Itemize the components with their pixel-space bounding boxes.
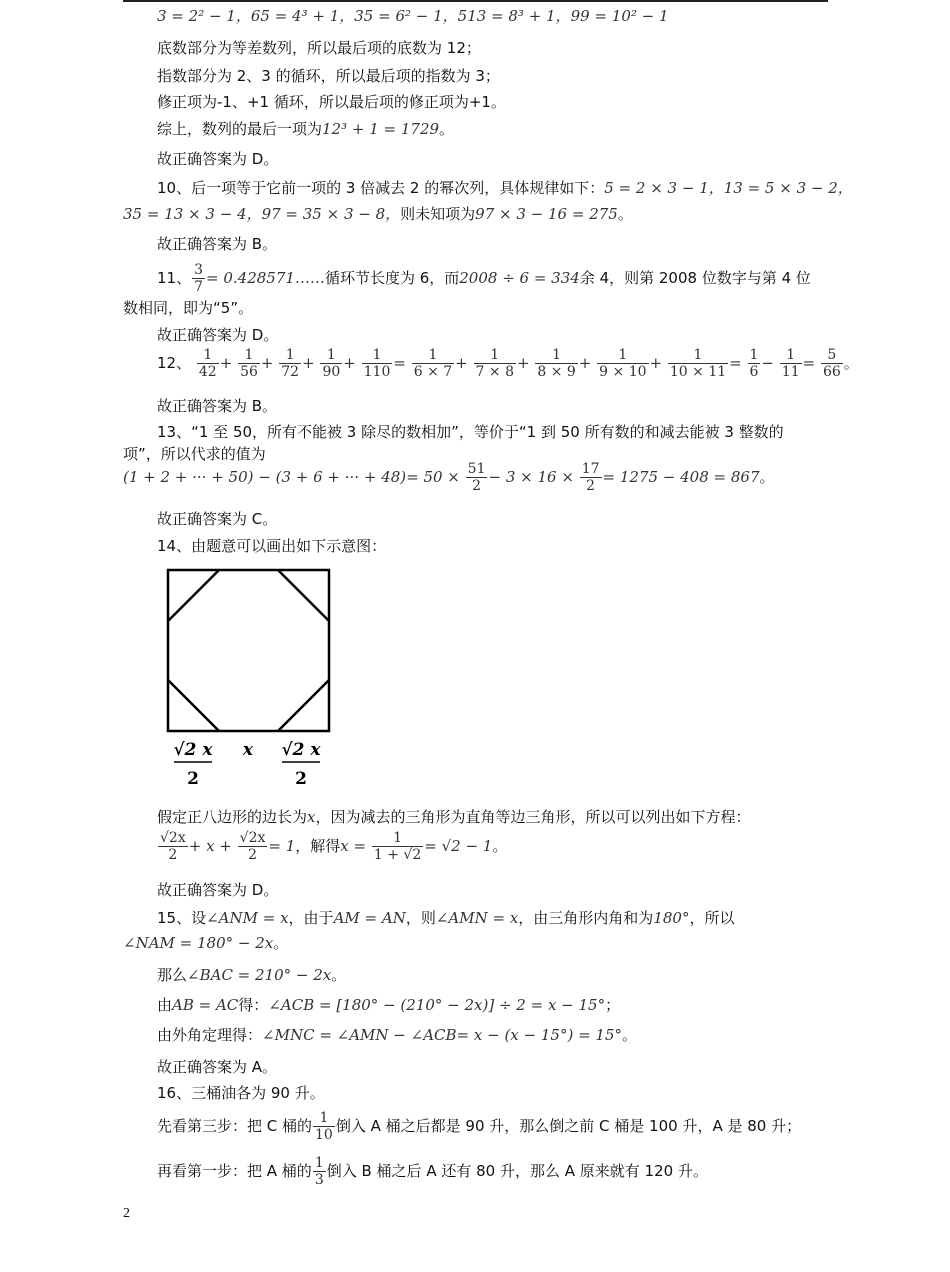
label-right: √2 x xyxy=(281,740,321,760)
answer-line-22: 故正确答案为 D。 xyxy=(157,881,279,899)
answer-line-9: 故正确答案为 B。 xyxy=(157,235,278,253)
top-rule xyxy=(123,0,828,2)
corner-cut xyxy=(168,570,219,621)
text-line-20: 假定正八边形的边长为x，因为减去的三角形为直角等边三角形，所以可以列出如下方程： xyxy=(157,808,751,826)
corner-cut xyxy=(278,570,329,621)
answer-line-18: 故正确答案为 C。 xyxy=(157,510,278,528)
answer-line-14: 故正确答案为 B。 xyxy=(157,397,278,415)
text-line-11: 数相同，即为“5”。 xyxy=(123,299,254,317)
text-line-5: 综上，数列的最后一项为12³ + 1 = 1729。 xyxy=(157,120,455,138)
label-middle: x xyxy=(242,740,254,760)
text-line-25: 那么∠BAC = 210° − 2x。 xyxy=(157,966,347,984)
square-outline xyxy=(168,570,329,731)
page-number: 2 xyxy=(123,1206,130,1221)
math-line-17: (1 + 2 + ··· + 50) − (3 + 6 + ··· + 48)= 50 × $\frac{51}{2}$ − 3 × 16 × $\frac{17}{2}$ = 1275 − 408 = 867。 xyxy=(123,461,775,494)
answer-line-6: 故正确答案为 D。 xyxy=(157,150,279,168)
text-line-24: ∠NAM = 180° − 2x。 xyxy=(123,934,289,952)
label-left: √2 x xyxy=(173,740,213,760)
text-line-26: 由AB = AC得：∠ACB = [180° − (210° − 2x)] ÷ 2 = x − 15°； xyxy=(157,996,621,1014)
text-line-3: 指数部分为 2、3 的循环，所以最后项的指数为 3； xyxy=(157,67,500,85)
text-line-30: 先看第三步：把 C 桶的 $\frac{1}{10}$ 倒入 A 桶之后都是 90 升，那么倒之前 C 桶是 100 升，A 是 80 升； xyxy=(157,1110,802,1143)
text-line-19: 14、由题意可以画出如下示意图： xyxy=(157,537,387,555)
text-line-7: 10、后一项等于它前一项的 3 倍减去 2 的幂次列，具体规律如下：5 = 2 × 3 − 1，13 = 5 × 3 − 2， xyxy=(157,179,853,197)
corner-cut xyxy=(168,680,219,731)
answer-line-28: 故正确答案为 A。 xyxy=(157,1058,278,1076)
text-line-29: 16、三桶油各为 90 升。 xyxy=(157,1084,325,1102)
text-line-15: 13、“1 至 50，所有不能被 3 除尽的数相加”，等价于“1 到 50 所有数的和减去能被 3 整数的 xyxy=(157,423,784,441)
label-right-den: 2 xyxy=(295,769,307,789)
text-line-27: 由外角定理得：∠MNC = ∠AMN − ∠ACB= x − (x − 15°) = 15°。 xyxy=(157,1026,638,1044)
math-line-1: 3 = 2² − 1，65 = 4³ + 1，35 = 6² − 1，513 = 8³ + 1，99 = 10² − 1 xyxy=(157,7,669,25)
text-line-10: 11、 $\frac{3}{7}$ = 0.428571……循环节长度为 6，而2008 ÷ 6 = 334余 4，则第 2008 位数字与第 4 位 xyxy=(157,262,811,295)
answer-line-12: 故正确答案为 D。 xyxy=(157,326,279,344)
corner-cut xyxy=(278,680,329,731)
text-line-31: 再看第一步：把 A 桶的 $\frac{1}{3}$ 倒入 B 桶之后 A 还有 80 升，那么 A 原来就有 120 升。 xyxy=(157,1155,708,1188)
text-line-16: 项”，所以代求的值为 xyxy=(123,445,266,463)
text-line-23: 15、设∠ANM = x，由于AM = AN，则∠AMN = x，由三角形内角和为180°，所以 xyxy=(157,909,735,927)
math-line-21: $\frac{√2x}{2}$ + x + $\frac{√2x}{2}$ = 1，解得x = $\frac{1}{1 + √2}$ = √2 − 1。 xyxy=(160,830,508,863)
text-line-4: 修正项为-1、+1 循环，所以最后项的修正项为+1。 xyxy=(157,93,506,111)
text-line-8: 35 = 13 × 3 − 4，97 = 35 × 3 − 8，则未知项为97 × 3 − 16 = 275。 xyxy=(123,205,633,223)
text-line-13: 12、 $\frac{1}{42}$ + $\frac{1}{56}$ + $\frac{1}{72}$ + $\frac{1}{90}$ + $\frac{1}{110}$ = $\frac{1}{6 \times 7}$ + $\frac{1}{7 \times 8}$ + $\frac{1}{8 \times 9}$ + $\frac{1}{9 \times 10}$ + $\frac{1}{10 \times 11}$ = $\frac{1}{6}$ − $\frac{1}{11}$ = $\frac{5}{66}$ 。 xyxy=(157,347,859,380)
fraction: $\frac{3}{7}$ xyxy=(194,262,204,295)
label-left-den: 2 xyxy=(187,769,199,789)
text-line-2: 底数部分为等差数列，所以最后项的底数为 12； xyxy=(157,39,481,57)
octagon-diagram xyxy=(160,565,340,790)
